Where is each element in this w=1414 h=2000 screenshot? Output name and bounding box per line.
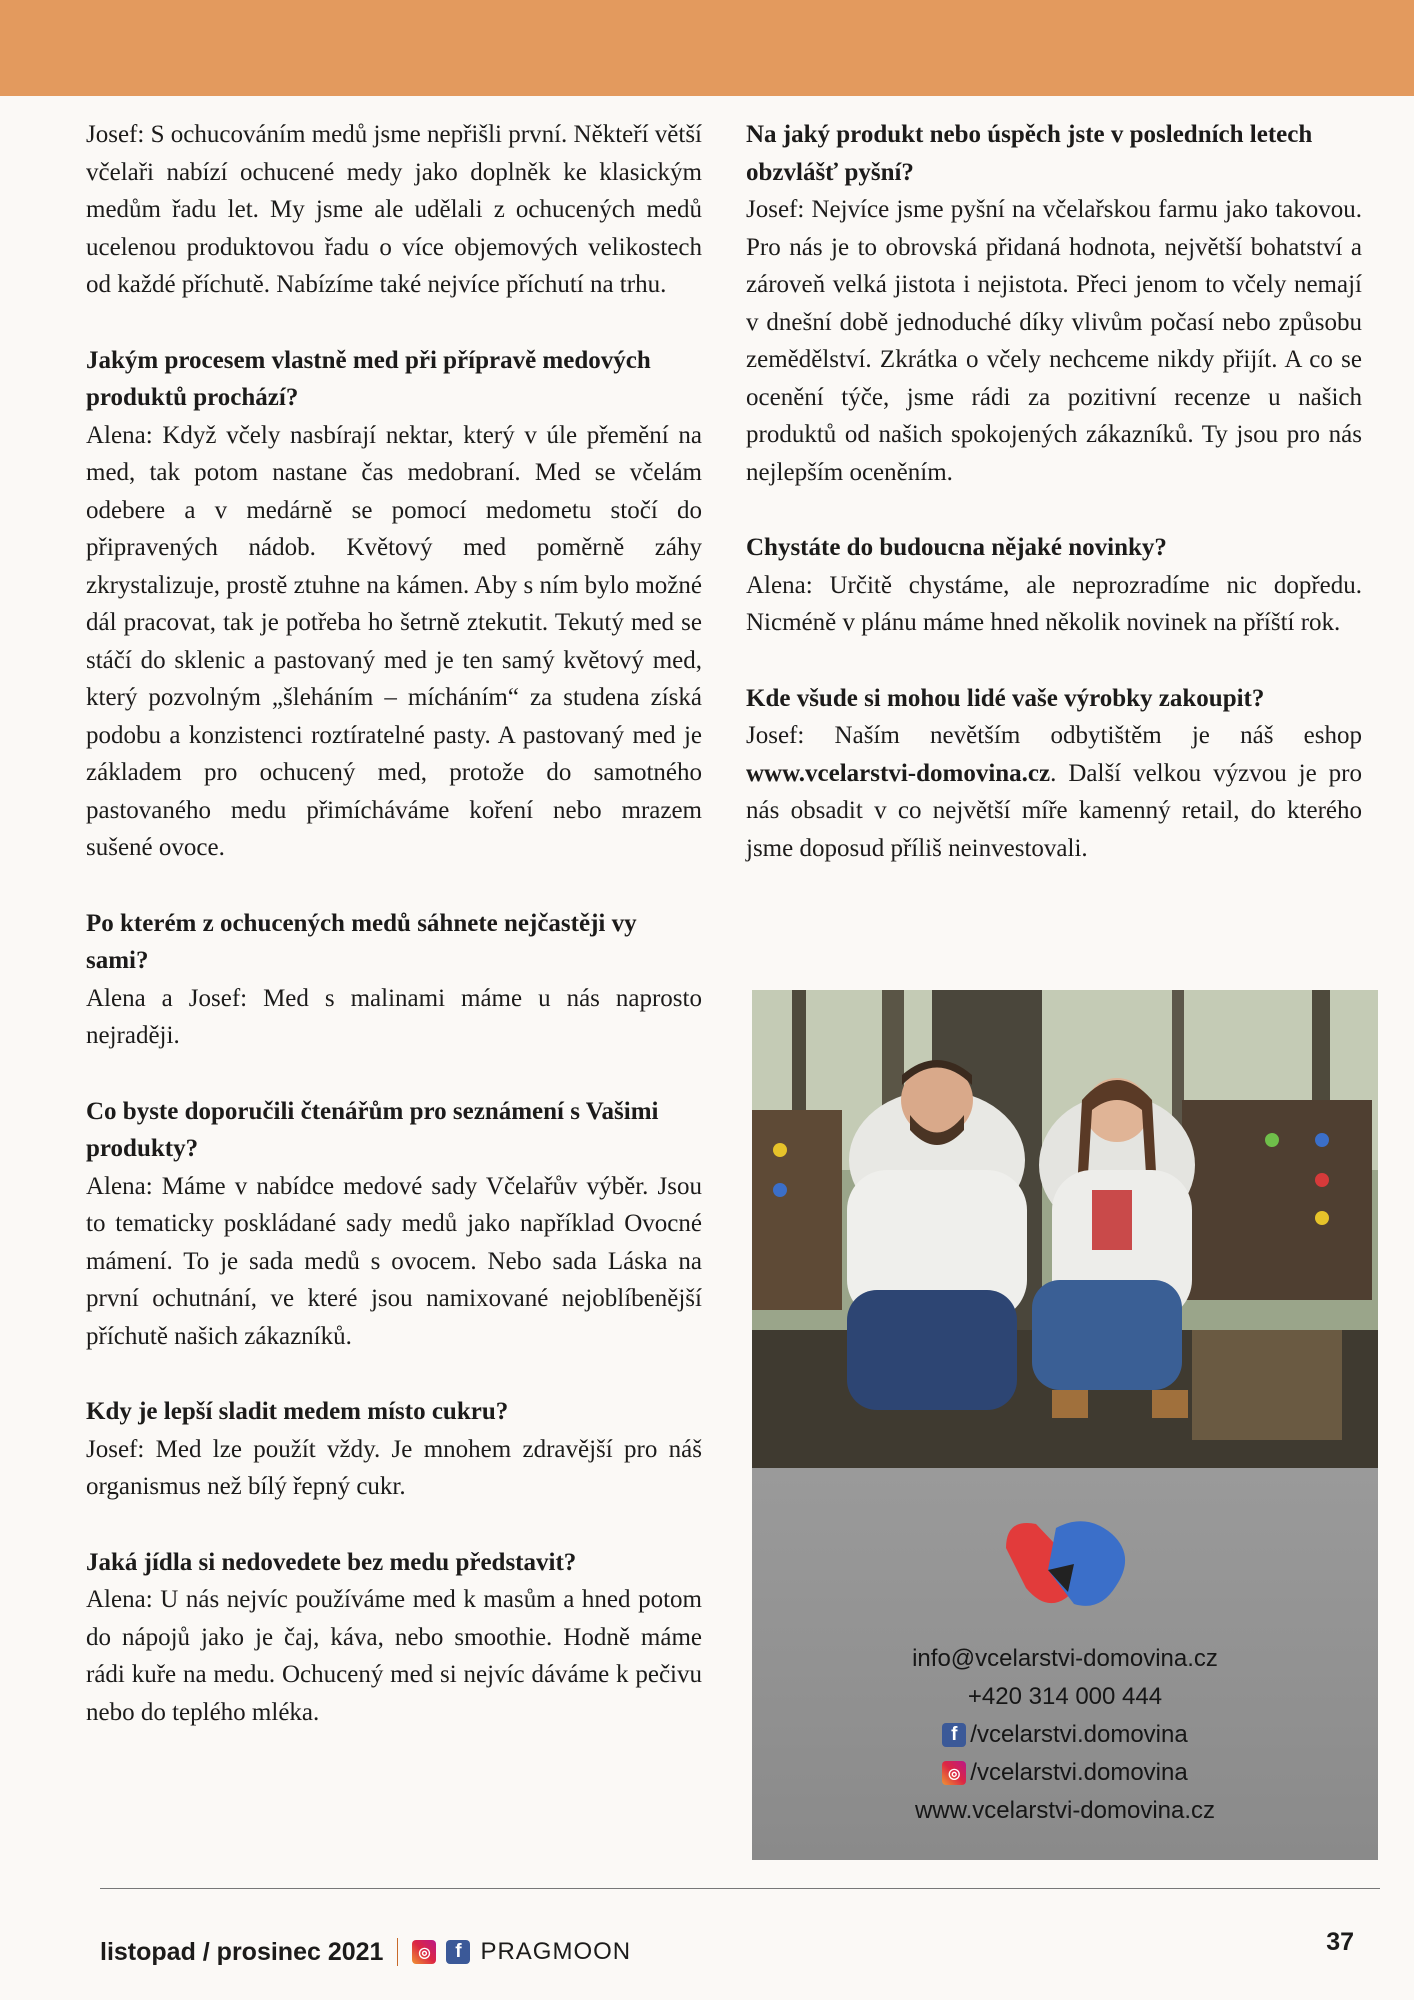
qa-block (86, 116, 702, 304)
answer-text: Josef: Med lze použít vždy. Je mnohem zdravější pro náš organismus než bílý řepný cukr. (86, 1435, 702, 1500)
contact-panel (752, 1468, 1378, 1860)
question-heading: Co byste doporučili čtenářům pro seznámení s Vašimi produkty? (86, 1097, 659, 1162)
answer-text: Alena: U nás nejvíc používáme med k masům a hned potom do nápojů jako je čaj, káva, nebo smoothie. Hodně máme rádi kuře na medu. Ochucený med si nejvíc dáváme k pečivu nebo do teplého mléka. (86, 1586, 702, 1726)
contact-email[interactable]: info@vcelarstvi-domovina.cz (912, 1645, 1218, 1672)
answer-text: Alena: Máme v nabídce medové sady Včelařův výběr. Jsou to tematicky poskládané sady medů jako například Ovocné mámení. To je sada medů s ovocem. Nebo sada Láska na první ochutnání, ve které jsou namixované nejoblíbenější příchutě našich zákazníků. (86, 1172, 702, 1350)
qa-block (86, 1393, 702, 1506)
qa-block (86, 905, 702, 1055)
qa-block (86, 342, 702, 867)
beekeepers-photo-illustration (752, 990, 1378, 1468)
photo-contact-block (752, 990, 1378, 1860)
left-column (86, 116, 702, 1769)
qa-block (746, 529, 1362, 642)
right-column (746, 116, 1362, 905)
answer-text: Josef: Nejvíce jsme pyšní na včelařskou farmu jako takovou. Pro nás je to obrovská přidaná hodnota, největší bohatství a zároveň velká jistota i nejistota. Přeci jenom to včely nemají v dnešní době jednoduché díky vlivům počasí nebo způsobu zemědělství. Zkrátka o včely nechceme nikdy přijít. A co se ocenění týče, jsme rádi za pozitivní recenze u našich produktů od našich spokojených zákazníků. Ty jsou pro nás nejlepším oceněním. (746, 196, 1362, 486)
page-number: 37 (1326, 1928, 1354, 1956)
contact-instagram[interactable] (752, 1754, 1378, 1792)
facebook-icon[interactable]: f (446, 1940, 470, 1964)
facebook-icon: f (942, 1723, 966, 1747)
contact-facebook[interactable] (752, 1716, 1378, 1754)
instagram-handle: /vcelarstvi.domovina (970, 1759, 1188, 1786)
question-heading: Kdy je lepší sladit medem místo cukru? (86, 1398, 509, 1425)
instagram-icon: ◎ (942, 1761, 966, 1785)
qa-block (86, 1544, 702, 1732)
top-color-band (0, 0, 1414, 96)
answer-text-start: Josef: Naším nevětším odbytištěm je náš eshop (746, 722, 1362, 749)
issue-date: listopad / prosinec 2021 (100, 1937, 384, 1966)
answer-text-end: . Další velkou výzvou je pro nás obsadit v co největší míře kamenný retail, do kterého jsme doposud příliš neinvestovali. (746, 759, 1362, 862)
question-heading: Chystáte do budoucna nějaké novinky? (746, 534, 1167, 561)
footer-divider (100, 1888, 1380, 1889)
answer-text (746, 717, 1362, 867)
answer-text: Alena: Určitě chystáme, ale neprozradíme nic dopředu. Nicméně v plánu máme hned několik novinek na příští rok. (746, 571, 1362, 636)
answer-text: Alena: Když včely nasbírají nektar, který v úle přemění na med, tak potom nastane čas medobraní. Med se včelám odebere a v medárně se pomocí medometu stočí do připravených nádob. Květový med poměrně záhy zkrystalizuje, prostě ztuhne na kámen. Aby s ním bylo možné dál pracovat, tak je potřeba ho šetrně ztekutit. Tekutý med se stáčí do sklenic a pastovaný med je ten samý květový med, který pozvolným „šleháním – mícháním“ za studena získá podobu a konzistenci roztíratelné pasty. A pastovaný med je základem pro ochucený med, protože do samotného pastovaného medu přimícháváme koření nebo mrazem sušené ovoce. (86, 421, 702, 861)
contact-web[interactable]: www.vcelarstvi-domovina.cz (914, 1797, 1216, 1824)
answer-text: Alena a Josef: Med s malinami máme u nás naprosto nejraději. (86, 984, 702, 1049)
facebook-handle: /vcelarstvi.domovina (970, 1721, 1188, 1748)
qa-block (746, 116, 1362, 491)
brand-name: PRAGMOON (480, 1938, 632, 1965)
beekeepers-photo (752, 990, 1378, 1468)
eshop-link[interactable]: www.vcelarstvi-domovina.cz (746, 759, 1051, 787)
instagram-icon[interactable]: ◎ (412, 1940, 436, 1964)
contact-phone[interactable]: +420 314 000 444 (967, 1683, 1163, 1710)
question-heading: Jaká jídla si nedovedete bez medu představit? (86, 1548, 577, 1576)
page-footer (100, 1932, 631, 1972)
question-heading: Kde všude si mohou lidé vaše výrobky zakoupit? (746, 684, 1265, 712)
contact-lines (752, 1640, 1378, 1830)
qa-block (86, 1093, 702, 1356)
footer-separator (397, 1938, 398, 1966)
qa-block-eshop (746, 680, 1362, 868)
question-heading: Na jaký produkt nebo úspěch jste v posledních letech obzvlášť pyšní? (746, 121, 1313, 186)
answer-text: Josef: S ochucováním medů jsme nepřišli první. Někteří větší včelaři nabízí ochucené medy jako doplněk ke klasickým medům řadu let. My jsme ale udělali z ochucených medů ucelenou produktovou řadu o více objemových velikostech od každé příchutě. Nabízíme také nejvíce příchutí na trhu. (86, 121, 702, 298)
question-heading: Jakým procesem vlastně med při přípravě medových produktů prochází? (86, 346, 651, 411)
honeycomb-logo (996, 1508, 1136, 1620)
question-heading: Po kterém z ochucených medů sáhnete nejčastěji vy sami? (86, 909, 637, 974)
